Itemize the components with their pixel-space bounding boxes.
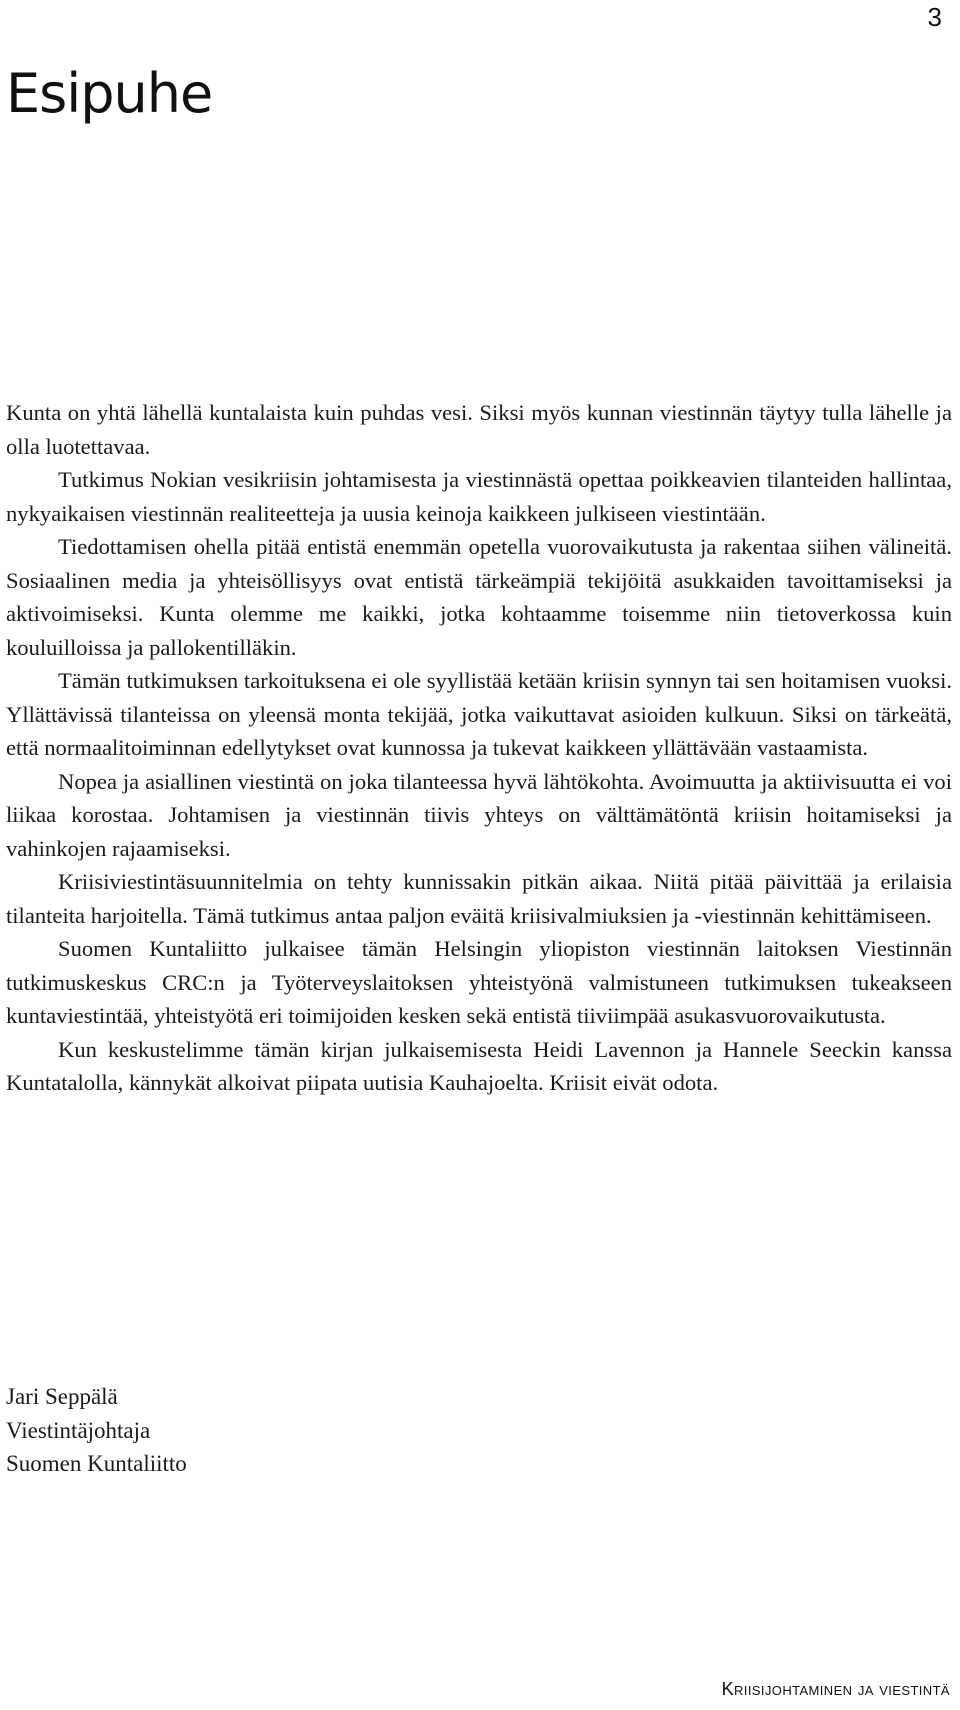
paragraph: Tutkimus Nokian vesikriisin johtamisesta ja viestinnästä opettaa poikkeavien tilanteiden hallintaa, nykyaikaisen viestinnän realiteetteja ja uusia keinoja kaikkeen julkiseen viestintään. — [6, 467, 952, 526]
paragraph: Kunta on yhtä lähellä kuntalaista kuin puhdas vesi. Siksi myös kunnan viestinnän täytyy tulla lähelle ja olla luotettavaa. — [6, 400, 952, 459]
signature-organization: Suomen Kuntaliitto — [6, 1451, 187, 1476]
paragraph: Tämän tutkimuksen tarkoituksena ei ole syyllistää ketään kriisin synnyn tai sen hoitamisen vuoksi. Yllättävissä tilanteissa on yleensä monta tekijää, jotka vaikuttavat asioiden kulkuun. Siksi on tärkeätä, että normaalitoiminnan edellytykset ovat kunnossa ja tukevat kaikkeen yllättävään vastaamista. — [6, 668, 952, 760]
signature-name: Jari Seppälä — [6, 1384, 118, 1409]
signature-role: Viestintäjohtaja — [6, 1417, 151, 1443]
running-footer: Kriisijohtaminen ja viestintä — [721, 1679, 950, 1699]
paragraph: Kriisiviestintäsuunnitelmia on tehty kunnissakin pitkän aikaa. Niitä pitää päivittää ja erilaisia tilanteita harjoitella. Tämä tutkimus antaa paljon eväitä kriisivalmiuksien ja -viestinnän kehittämiseen. — [6, 869, 952, 928]
paragraph: Suomen Kuntaliitto julkaisee tämän Helsingin yliopiston viestinnän laitoksen Viestinnän tutkimuskeskus CRC:n ja Työterveyslaitoksen yhteistyönä valmistuneen tutkimuksen tukeakseen kuntaviestintää, yhteistyötä eri toimijoiden kesken sekä entistä tiiviimpää asukasvuorovaikutusta. — [6, 936, 952, 1028]
signature-block — [6, 1380, 187, 1481]
paragraph: Tiedottamisen ohella pitää entistä enemmän opetella vuorovaikutusta ja rakentaa siihen välineitä. Sosiaalinen media ja yhteisöllisyys ovat entistä tärkeämpiä tekijöitä asukkaiden tavoittamiseksi ja aktivoimiseksi. Kunta olemme me kaikki, jotka kohtaamme toisemme niin tietoverkossa kuin kouluilloissa ja pallokentilläkin. — [6, 534, 952, 660]
paragraph: Kun keskustelimme tämän kirjan julkaisemisesta Heidi Lavennon ja Hannele Seeckin kanssa Kuntatalolla, kännykät alkoivat piipata uutisia Kauhajoelta. Kriisit eivät odota. — [6, 1036, 952, 1095]
page-number: 3 — [927, 2, 942, 32]
page-title: Esipuhe — [6, 62, 213, 125]
preface-body — [6, 396, 952, 1100]
paragraph: Nopea ja asiallinen viestintä on joka tilanteessa hyvä lähtökohta. Avoimuutta ja aktiivisuutta ei voi liikaa korostaa. Johtamisen ja viestinnän tiivis yhteys on välttämätöntä kriisin hoitamiseksi ja vahinkojen rajaamiseksi. — [6, 768, 952, 861]
